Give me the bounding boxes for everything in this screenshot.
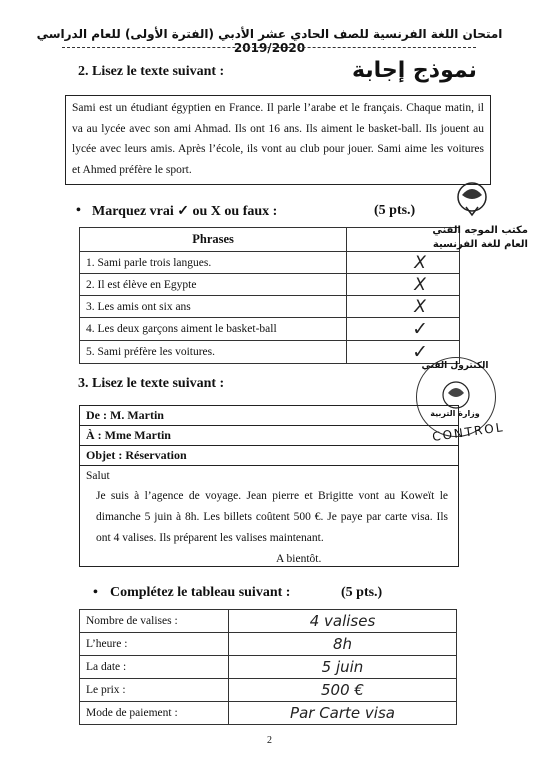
table-row — [80, 318, 460, 341]
table-row — [80, 296, 460, 318]
task1-points: (5 pts.) — [374, 203, 416, 218]
control-label: CONTROL — [431, 420, 506, 444]
answer-cell: X — [347, 252, 460, 274]
fill-table — [79, 609, 457, 725]
task2-bullet: • — [93, 585, 98, 600]
letter-box — [79, 405, 459, 567]
answer-cell: 4 valises — [229, 610, 457, 633]
stamp-line1: مكتب الموجه الفني — [432, 225, 528, 236]
phrase-cell: 3. Les amis ont six ans — [80, 296, 347, 318]
phrases-header: Phrases — [80, 228, 347, 252]
true-false-table — [79, 227, 460, 364]
stamp-line2: العام للغة الفرنسية — [432, 239, 528, 250]
table-row — [80, 679, 457, 702]
phrase-cell: 1. Sami parle trois langues. — [80, 252, 347, 274]
answer-cell: X — [347, 274, 460, 296]
answer-cell: Par Carte visa — [229, 702, 457, 725]
task1-title: Marquez vrai ✓ ou X ou faux : — [92, 204, 278, 219]
label-cell: L’heure : — [80, 633, 229, 656]
table-row — [80, 633, 457, 656]
header-divider — [62, 47, 476, 48]
label-cell: Nombre de valises : — [80, 610, 229, 633]
table-row — [80, 610, 457, 633]
letter-greeting: Salut — [86, 470, 110, 482]
letter-subject: Objet : Réservation — [80, 446, 458, 466]
answer-cell: ✓ — [347, 318, 460, 341]
phrase-cell: 5. Sami préfère les voitures. — [80, 341, 347, 364]
section2-title: 2. Lisez le texte suivant : — [78, 64, 225, 79]
answer-cell: 500 € — [229, 679, 457, 702]
task1-bullet: • — [76, 203, 81, 218]
answer-cell: 5 juin — [229, 656, 457, 679]
answer-cell: 8h — [229, 633, 457, 656]
inspector-stamp — [426, 175, 530, 271]
phrase-cell: 4. Les deux garçons aiment le basket-ball — [80, 318, 347, 341]
label-cell: Le prix : — [80, 679, 229, 702]
table-row — [80, 252, 460, 274]
page-number: 2 — [267, 735, 272, 746]
control-stamp-ring-text: الكنترول الفني — [421, 361, 489, 371]
answer-model-label: نموذج إجابة — [352, 58, 477, 83]
table-row — [80, 702, 457, 725]
control-stamp-subtitle: وزارة التربية — [430, 409, 480, 418]
label-cell: Mode de paiement : — [80, 702, 229, 725]
exam-header: امتحان اللغة الفرنسية للصف الحادي عشر الأدبي (الفترة الأولى) للعام الدراسي 2019/2020 — [36, 27, 503, 55]
phrase-cell: 2. Il est élève en Egypte — [80, 274, 347, 296]
answer-cell: ✓ — [347, 341, 460, 364]
table-row — [80, 341, 460, 364]
emblem-icon — [426, 175, 530, 271]
table-row — [80, 656, 457, 679]
letter-from: De : M. Martin — [80, 406, 458, 426]
answer-cell: X — [347, 296, 460, 318]
letter-body: Je suis à l’agence de voyage. Jean pierre et Brigitte vont au Koweït le dimanche 5 juin à 8h. Les billets coûtent 500 €. Je paye par carte visa. Ils ont 4 valises. Ils préparent les valises maintenant. — [96, 490, 448, 544]
label-cell: La date : — [80, 656, 229, 679]
section2-text-box — [65, 95, 491, 185]
section2-paragraph: Sami est un étudiant égyptien en France. Il parle l’arabe et le français. Chaque matin, il va au lycée avec son ami Ahmad. Ils ont 16 ans. Ils aiment le basket-ball. Ils jouent au lycée avec leurs amis. Après l’école, ils vont au club pour jouer. Sami aime les voitures et Ahmed préfère le sport. — [72, 102, 484, 176]
task2-title: Complétez le tableau suivant : — [110, 585, 291, 600]
letter-to: À : Mme Martin — [80, 426, 458, 446]
table-row — [80, 274, 460, 296]
task2-points: (5 pts.) — [341, 585, 383, 600]
letter-closing: A bientôt. — [276, 553, 322, 565]
section3-title: 3. Lisez le texte suivant : — [78, 376, 225, 391]
